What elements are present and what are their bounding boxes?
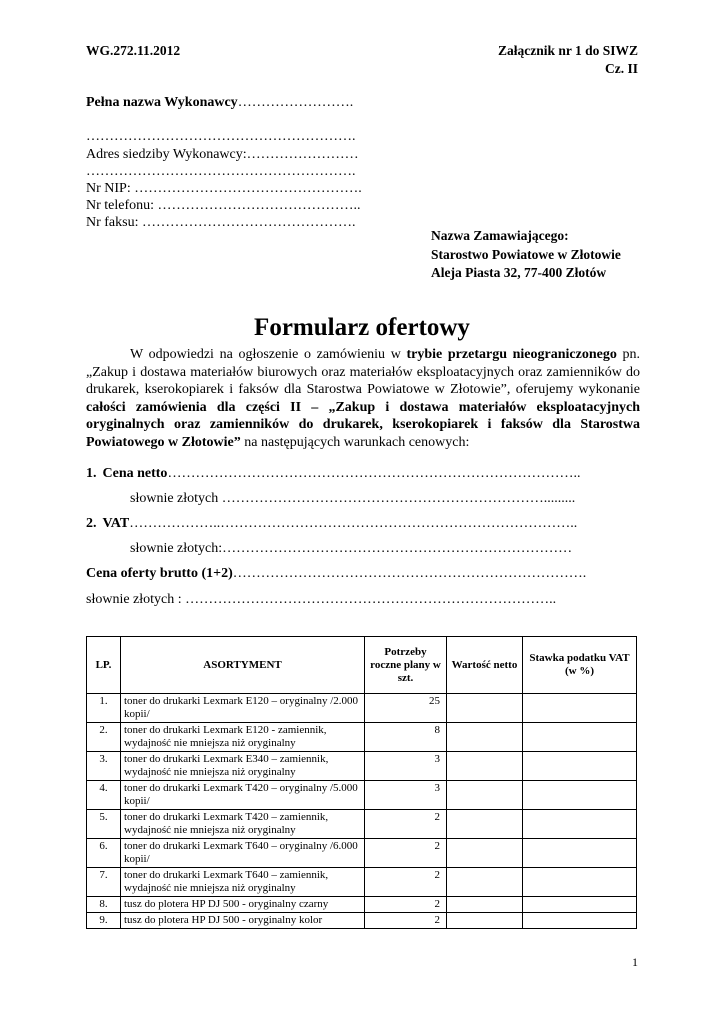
vat-label: VAT (102, 516, 130, 531)
row-qty: 2 (365, 810, 447, 839)
table-row (87, 868, 637, 897)
orderer-address: Aleja Piasta 32, 77-400 Złotów (431, 265, 607, 280)
page-number: 1 (632, 955, 638, 969)
contractor-phone: Nr telefonu: …………………………………….. (86, 198, 361, 213)
contractor-address-line: …………………………………………………. (86, 164, 356, 179)
contractor-address: Adres siedziby Wykonawcy:…………………… (86, 147, 359, 162)
row-qty: 3 (365, 752, 447, 781)
gross-price-words: słownie złotych : …………………………………………………………………….. (86, 592, 557, 607)
contractor-name-line: …………………………………………………. (86, 129, 356, 144)
row-vat (523, 752, 637, 781)
vat-dots: ………………..………………………………………………………………….. (129, 516, 578, 531)
contractor-nip: Nr NIP: …………………………………………. (86, 181, 362, 196)
table-header-row (87, 637, 637, 694)
row-item: toner do drukarki Lexmark T640 – zamiennik, wydajność nie mniejsza niż oryginalny (121, 868, 365, 897)
row-vat (523, 723, 637, 752)
table-row (87, 839, 637, 868)
row-vat (523, 913, 637, 929)
table-row (87, 897, 637, 913)
vat-line (86, 516, 577, 532)
col-header-lp: LP. (87, 637, 121, 694)
contractor-full-name-dots: ……………………. (237, 95, 354, 110)
row-lp: 2. (87, 723, 121, 752)
row-value (447, 897, 523, 913)
intro-text-3: na następujących warunkach cenowych: (240, 434, 470, 450)
row-lp: 7. (87, 868, 121, 897)
row-value (447, 781, 523, 810)
row-vat (523, 810, 637, 839)
row-value (447, 868, 523, 897)
contractor-full-name (86, 94, 353, 112)
row-item: toner do drukarki Lexmark E120 - zamiennik, wydajność nie mniejsza niż oryginalny (121, 723, 365, 752)
net-price-number: 1. (86, 466, 97, 481)
orderer-name: Starostwo Powiatowe w Złotowie (431, 246, 621, 262)
table-row (87, 810, 637, 839)
row-lp: 9. (87, 913, 121, 929)
attachment-label: Załącznik nr 1 do SIWZ (497, 43, 638, 58)
row-item: toner do drukarki Lexmark E340 – zamiennik, wydajność nie mniejsza niż oryginalny (121, 752, 365, 781)
col-header-item: ASORTYMENT (121, 637, 365, 694)
assortment-table (86, 636, 637, 929)
row-value (447, 694, 523, 723)
col-header-vat: Stawka podatku VAT (w %) (523, 637, 637, 694)
net-price-words: słownie złotych ……………………………………………………………......... (130, 491, 576, 506)
row-value (447, 810, 523, 839)
row-lp: 6. (87, 839, 121, 868)
row-qty: 2 (365, 897, 447, 913)
col-header-qty: Potrzeby roczne plany w szt. (365, 637, 447, 694)
col-header-value: Wartość netto (447, 637, 523, 694)
contractor-full-name-label: Pełna nazwa Wykonawcy (86, 95, 238, 110)
part-label: Cz. II (605, 61, 638, 76)
row-vat (523, 868, 637, 897)
row-lp: 4. (87, 781, 121, 810)
row-vat (523, 694, 637, 723)
row-lp: 8. (87, 897, 121, 913)
row-qty: 25 (365, 694, 447, 723)
row-item: toner do drukarki Lexmark T420 – oryginalny /5.000 kopii/ (121, 781, 365, 810)
intro-text-2: pn. „Zakup i dostawa materiałów biurowych oraz materiałów eksploatacyjnych oraz zamienników do drukarek, kserokopiarek i faksów dla Starostwa Powiatowe w Złotowie”, oferujemy wykonanie (86, 347, 640, 397)
orderer-label: Nazwa Zamawiającego: (431, 228, 569, 243)
orderer-block (431, 227, 621, 283)
row-vat (523, 897, 637, 913)
row-item: toner do drukarki Lexmark T420 – zamiennik, wydajność nie mniejsza niż oryginalny (121, 810, 365, 839)
table-row (87, 913, 637, 929)
row-item: toner do drukarki Lexmark E120 – oryginalny /2.000 kopii/ (121, 694, 365, 723)
document-reference: WG.272.11.2012 (86, 43, 181, 58)
row-value (447, 913, 523, 929)
row-lp: 1. (87, 694, 121, 723)
row-lp: 3. (87, 752, 121, 781)
row-item: tusz do plotera HP DJ 500 - oryginalny kolor (121, 913, 365, 929)
row-qty: 3 (365, 781, 447, 810)
gross-price-dots: …………………………………………………………………. (232, 566, 587, 581)
intro-text-1: W odpowiedzi na ogłoszenie o zamówieniu w (130, 347, 407, 362)
row-item: toner do drukarki Lexmark T640 – oryginalny /6.000 kopii/ (121, 839, 365, 868)
page-title: Formularz ofertowy (254, 314, 470, 341)
net-price-dots: …………………………………………………………………………….. (167, 466, 581, 481)
intro-bold-2: całości zamówienia dla części II – „Zakup i dostawa materiałów eksploatacyjnych oryginalnych oraz zamienników do drukarek, kserokopiarek i faksów dla Starostwa Powiatowego w Złotowie” (86, 399, 640, 450)
row-item: tusz do plotera HP DJ 500 - oryginalny czarny (121, 897, 365, 913)
table-row (87, 752, 637, 781)
table-row (87, 781, 637, 810)
row-qty: 2 (365, 913, 447, 929)
vat-words: słownie złotych:………………………………………………………………… (130, 541, 573, 556)
table-row (87, 723, 637, 752)
row-value (447, 839, 523, 868)
net-price-label: Cena netto (102, 466, 168, 481)
vat-number: 2. (86, 516, 97, 531)
row-value (447, 723, 523, 752)
row-vat (523, 839, 637, 868)
intro-paragraph (86, 346, 640, 451)
row-vat (523, 781, 637, 810)
intro-bold-1: trybie przetargu nieograniczonego (406, 347, 617, 362)
row-qty: 8 (365, 723, 447, 752)
contractor-fax: Nr faksu: ………………………………………. (86, 215, 356, 230)
row-qty: 2 (365, 839, 447, 868)
table-row (87, 694, 637, 723)
row-value (447, 752, 523, 781)
gross-price-line (86, 566, 586, 582)
net-price-line (86, 466, 580, 482)
row-lp: 5. (87, 810, 121, 839)
gross-price-label: Cena oferty brutto (1+2) (86, 566, 233, 581)
row-qty: 2 (365, 868, 447, 897)
